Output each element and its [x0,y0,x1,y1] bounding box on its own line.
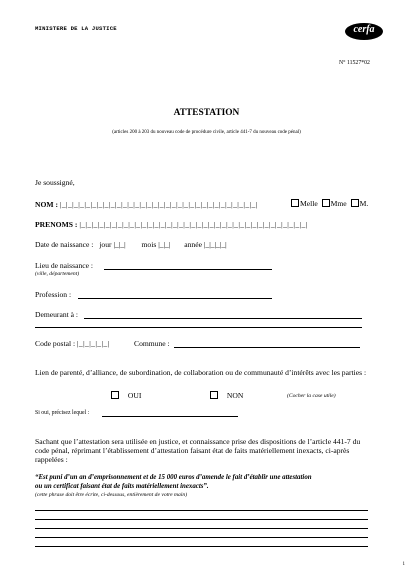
lieu-hint: (ville, département) [35,271,80,277]
quote-line-2: ou un certificat faisant état de faits matériellement inexacts”. [35,483,209,490]
cp-label: Code postal : [35,339,76,348]
relation-hint: (Cocher la case utile) [287,393,336,399]
prenoms-input[interactable]: |_|_|_|_|_|_|_|_|_|_|_|_|_|_|_|_|_|_|_|_|_|_|_|_|_|_|_|_|_|_|_|_|_|_|_|_|_| [79,220,308,229]
birth-day-input[interactable]: |_|_| [113,240,126,249]
handwriting-line-4[interactable] [35,537,368,538]
birth-year-input[interactable]: |_|_|_|_| [203,240,227,249]
birth-row [35,240,227,249]
quote-line-1: “Est puni d’un an d’emprisonnement et de 15 000 euros d’amende le fait d’établir une attestation [35,474,312,481]
precise-input[interactable] [102,416,238,417]
cerfa-logo [345,23,383,40]
cp-row [35,339,110,348]
checkbox-melle[interactable] [291,199,299,207]
nom-input[interactable]: |_|_|_|_|_|_|_|_|_|_|_|_|_|_|_|_|_|_|_|_|_|_|_|_|_|_|_|_|_|_|_|_| [59,200,258,209]
lieu-input[interactable] [104,269,272,270]
demeurant-label: Demeurant à : [35,310,79,319]
prenoms-row [35,220,308,229]
profession-input[interactable] [78,298,272,299]
non-option [210,391,243,400]
oui-label: OUI [127,391,142,400]
civility-options [291,199,368,208]
handwriting-line-2[interactable] [35,519,368,520]
ministry-header: MINISTERE DE LA JUSTICE [35,25,117,32]
birth-year-label: année [184,240,202,249]
precise-label: Si oui, précisez lequel : [35,410,90,416]
oui-option [111,391,141,400]
handwriting-line-1[interactable] [35,510,368,511]
declaration-text: Sachant que l’attestation sera utilisée en justice, et connaissance prise des dispositions de l’article 441-7 du code pénal, réprimant l’établissement d’attestation faisant état de faits matériellement inexacts, ci-après rappelées : [35,437,361,465]
birth-label: Date de naissance : [35,240,94,249]
relation-question: Lien de parenté, d’alliance, de subordination, de collaboration ou de communauté d’intérêts avec les parties : [35,368,367,377]
birth-month-label: mois [141,240,157,249]
cp-input[interactable]: |_|_|_|_|_| [76,339,110,348]
handwriting-line-3[interactable] [35,528,368,529]
birth-day-label: jour [99,240,112,249]
handwriting-line-5[interactable] [35,546,368,547]
profession-label: Profession : [35,290,72,299]
checkbox-mme[interactable] [322,199,330,207]
logo-text: cerfa [353,24,375,35]
checkbox-oui[interactable] [111,391,119,399]
civility-m-label: M. [359,199,369,208]
demeurant-input-line1[interactable] [84,318,362,319]
page-number: 1 [402,562,405,567]
civility-mme-label: Mme [330,199,347,208]
commune-input[interactable] [174,347,360,348]
form-number: N° 11527*02 [339,60,370,66]
checkbox-non[interactable] [210,391,218,399]
nom-label: NOM : [35,200,58,209]
checkbox-m[interactable] [351,199,359,207]
page-title: ATTESTATION [173,108,240,118]
quote-hint: (cette phrase doit être écrite, ci-dessous, entièrement de votre main) [35,492,188,498]
page-subtitle: (articles 200 à 203 du nouveau code de procédure civile, article 441-7 du nouveau code pénal) [112,130,301,135]
lieu-label: Lieu de naissance : [35,261,93,270]
demeurant-input-line2[interactable] [35,327,362,328]
prenoms-label: PRENOMS : [35,220,78,229]
birth-month-input[interactable]: |_|_| [158,240,171,249]
commune-label: Commune : [134,339,170,348]
civility-melle-label: Melle [300,199,318,208]
non-label: NON [226,391,244,400]
intro-text: Je soussigné, [35,178,75,187]
nom-row [35,200,258,209]
